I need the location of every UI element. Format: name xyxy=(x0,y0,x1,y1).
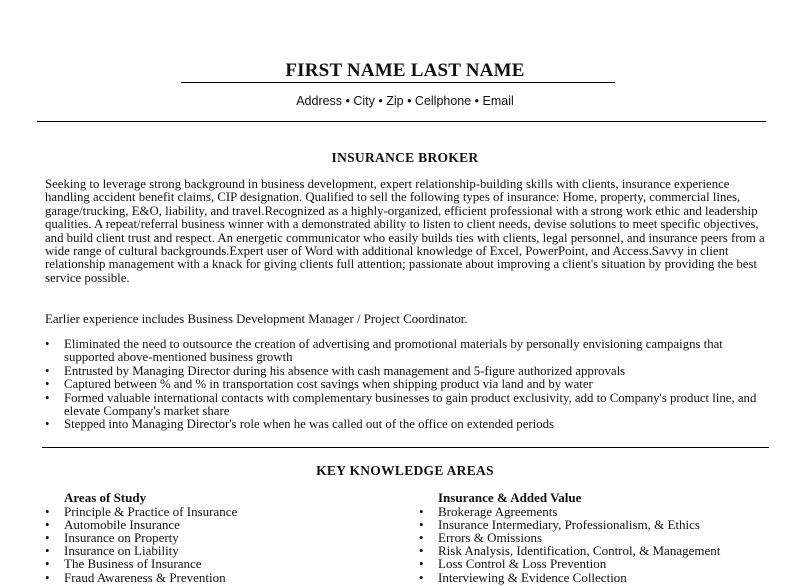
list-item: • The Business of Insurance xyxy=(64,557,424,570)
candidate-name: FIRST NAME LAST NAME xyxy=(285,60,525,81)
added-value-list xyxy=(438,505,798,584)
header-divider xyxy=(37,121,766,122)
areas-of-study-column xyxy=(64,491,424,584)
list-item: • Insurance on Property xyxy=(64,531,424,544)
areas-of-study-heading: Areas of Study xyxy=(64,490,147,505)
list-item: • Loss Control & Loss Prevention xyxy=(438,557,798,570)
list-item: • Insurance Intermediary, Professionalism, & Ethics xyxy=(438,518,798,531)
profile-title: INSURANCE BROKER xyxy=(331,150,479,165)
areas-of-study-list xyxy=(64,505,424,584)
added-value-column xyxy=(438,491,798,584)
contact-line: Address • City • Zip • Cellphone • Email xyxy=(296,94,514,108)
list-item: • Errors & Omissions xyxy=(438,531,798,544)
list-item: • Principle & Practice of Insurance xyxy=(64,505,424,518)
achievement-item: • Stepped into Managing Director's role when he was called out of the office on extended periods xyxy=(45,418,767,431)
earlier-experience: Earlier experience includes Business Development Manager / Project Coordinator. xyxy=(45,312,468,326)
list-item: • Brokerage Agreements xyxy=(438,505,798,518)
achievement-item: • Eliminated the need to outsource the creation of advertising and promotional materials by personally envisioning campaigns that supported above-mentioned business growth xyxy=(45,338,767,365)
list-item: • Interviewing & Evidence Collection xyxy=(438,571,798,584)
list-item: • Insurance on Liability xyxy=(64,544,424,557)
list-item: • Risk Analysis, Identification, Control, & Management xyxy=(438,544,798,557)
name-underline xyxy=(181,82,615,83)
achievement-list xyxy=(45,338,767,432)
list-item: • Automobile Insurance xyxy=(64,518,424,531)
knowledge-title: KEY KNOWLEDGE AREAS xyxy=(316,463,494,478)
achievement-item: • Entrusted by Managing Director during his absence with cash management and 5-figure authorized approvals xyxy=(45,365,767,378)
achievement-item: • Captured between % and % in transportation cost savings when shipping product via land and by water xyxy=(45,378,767,391)
achievement-item: • Formed valuable international contacts with complementary businesses to gain product exclusivity, add to Company's product line, and elevate Company's market share xyxy=(45,392,767,419)
added-value-heading: Insurance & Added Value xyxy=(438,490,582,505)
section-divider xyxy=(42,447,769,448)
profile-summary: Seeking to leverage strong background in business development, expert relationship-building skills with clients, insurance experience handling accident benefit claims, CIP designation. Qualified to sell the following types of insurance: Home, property, commercial lines, garage/trucking, E&O, liability, and travel.Recognized as a highly-organized, efficient professional with a strong work ethic and leadership qualities. A repeat/referral business winner with a demonstrated ability to listen to client needs, devise solutions to meet specific objectives, and build client trust and respect. An energetic communicator who easily builds ties with clients, legal personnel, and insurance peers from a wide range of cultural backgrounds.Expert user of Word with additional knowledge of Excel, PowerPoint, and Access.Savvy in client relationship management with a knack for giving clients full attention; passionate about improving a client's situation by providing the best service possible. xyxy=(45,177,765,285)
list-item: • Fraud Awareness & Prevention xyxy=(64,571,424,584)
